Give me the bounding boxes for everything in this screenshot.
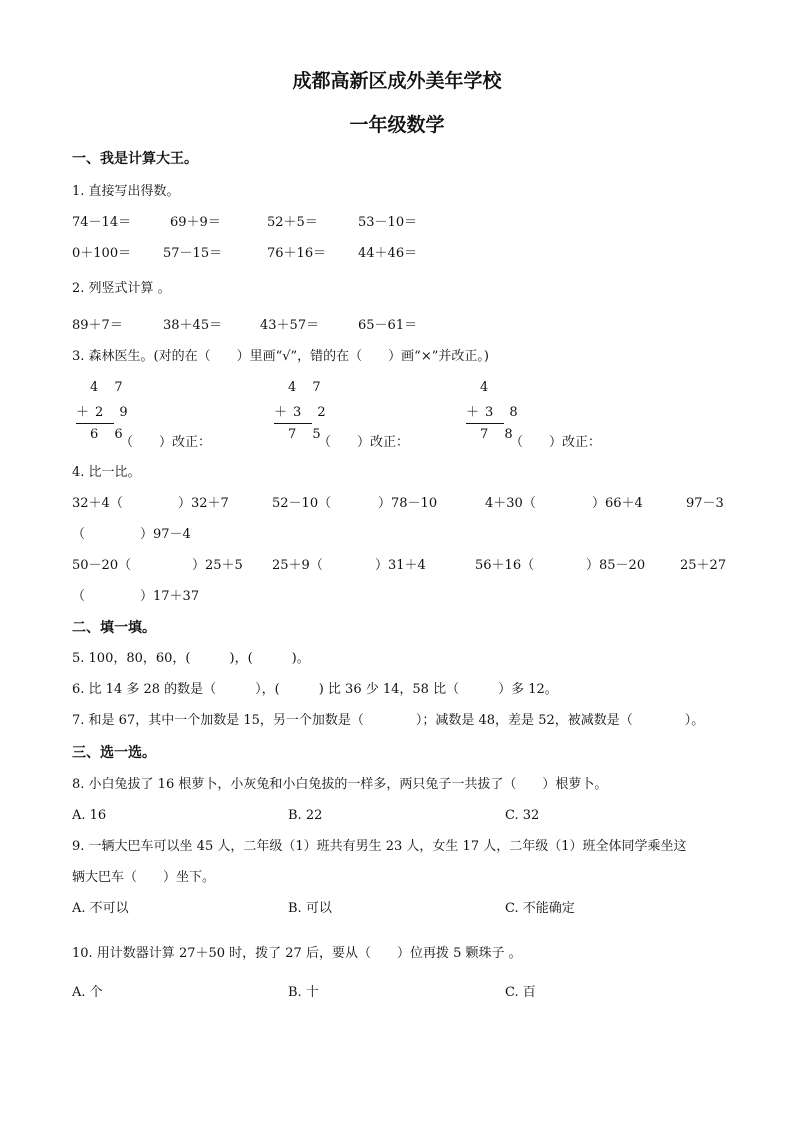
q2-item: 38＋45＝	[163, 318, 223, 333]
compare-left: 32＋4（	[72, 496, 123, 511]
section-3-heading: 三、选一选。	[72, 745, 156, 761]
q8-stem: 8. 小白兔拔了 16 根萝卜，小灰兔和小白兔拔的一样多，两只兔子一共拔了（ ）根萝卜。	[72, 777, 608, 792]
vertical-result: 7 5	[288, 427, 327, 442]
q2-stem: 2. 列竖式计算 。	[72, 281, 171, 296]
option-c: C. 32	[505, 808, 540, 823]
q2-item: 43＋57＝	[260, 318, 320, 333]
vertical-addend: ＋3 2	[274, 405, 332, 420]
subject-title: 一年级数学	[349, 114, 445, 136]
compare-left: 50－20（	[72, 558, 132, 573]
vertical-addend: ＋2 9	[76, 405, 134, 420]
option-b: B. 可以	[288, 901, 332, 916]
vertical-addend: ＋3 8	[466, 405, 524, 420]
check-correct-prompt: （ ）改正：	[120, 435, 212, 450]
q4-stem: 4. 比一比。	[72, 465, 141, 480]
vertical-top-number: 4 7	[288, 380, 327, 395]
q1-item: 0＋100＝	[72, 246, 132, 261]
option-c: C. 不能确定	[505, 901, 575, 916]
compare-left: （	[72, 527, 86, 542]
vertical-top-number: 4	[480, 380, 495, 395]
q1-item: 76＋16＝	[267, 246, 327, 261]
compare-left: 52－10（	[272, 496, 332, 511]
q10-stem: 10. 用计数器计算 27＋50 时，拨了 27 后，要从（ ）位再拨 5 颗珠子 。	[72, 946, 522, 961]
vertical-result: 6 6	[90, 427, 129, 442]
option-b: B. 22	[288, 808, 323, 823]
q9-stem-line2: 辆大巴车（ ）坐下。	[72, 870, 216, 885]
vertical-sum-line	[274, 423, 312, 424]
compare-right: ）17＋37	[140, 589, 200, 604]
compare-right: ）32＋7	[178, 496, 229, 511]
section-2-heading: 二、填一填。	[72, 620, 156, 636]
q1-item: 53－10＝	[358, 215, 418, 230]
compare-right: ）78－10	[378, 496, 438, 511]
compare-left: 97－3	[686, 496, 724, 511]
school-title: 成都高新区成外美年学校	[292, 70, 502, 92]
compare-right: ）31＋4	[375, 558, 426, 573]
option-a: A. 不可以	[72, 901, 129, 916]
check-correct-prompt: （ ）改正：	[510, 435, 602, 450]
q7-text: 7. 和是 67，其中一个加数是 15，另一个加数是（ ）；减数是 48，差是 52，被减数是（ ）。	[72, 713, 705, 728]
option-a: A. 16	[72, 808, 107, 823]
option-c: C. 百	[505, 985, 536, 1000]
compare-left: （	[72, 589, 86, 604]
vertical-sum-line	[466, 423, 504, 424]
section-1-heading: 一、我是计算大王。	[72, 151, 198, 167]
q3-stem: 3. 森林医生。(对的在（ ）里画“√”，错的在（ ）画“×”并改正。)	[72, 349, 489, 364]
q5-text: 5. 100，80，60，( )，( )。	[72, 651, 310, 666]
vertical-result: 7 8	[480, 427, 519, 442]
option-b: B. 十	[288, 985, 319, 1000]
compare-right: ）97－4	[140, 527, 191, 542]
q1-item: 57－15＝	[163, 246, 223, 261]
q2-item: 89＋7＝	[72, 318, 123, 333]
q1-item: 69＋9＝	[170, 215, 221, 230]
compare-right: ）25＋5	[192, 558, 243, 573]
compare-right: ）85－20	[586, 558, 646, 573]
q1-stem: 1. 直接写出得数。	[72, 184, 180, 199]
q2-item: 65－61＝	[358, 318, 418, 333]
q1-item: 52＋5＝	[267, 215, 318, 230]
q9-stem-line1: 9. 一辆大巴车可以坐 45 人，二年级（1）班共有男生 23 人，女生 17 人，二年级（1）班全体同学乘坐这	[72, 839, 687, 854]
vertical-top-number: 4 7	[90, 380, 129, 395]
compare-left: 25＋9（	[272, 558, 323, 573]
compare-left: 56＋16（	[475, 558, 535, 573]
option-a: A. 个	[72, 985, 103, 1000]
q1-item: 44＋46＝	[358, 246, 418, 261]
vertical-sum-line	[76, 423, 114, 424]
q1-item: 74－14＝	[72, 215, 132, 230]
compare-right: ）66＋4	[592, 496, 643, 511]
compare-left: 4＋30（	[485, 496, 536, 511]
check-correct-prompt: （ ）改正：	[318, 435, 410, 450]
q6-text: 6. 比 14 多 28 的数是（ ），( ) 比 36 少 14，58 比（ ）多 12。	[72, 682, 558, 697]
compare-left: 25＋27	[680, 558, 727, 573]
